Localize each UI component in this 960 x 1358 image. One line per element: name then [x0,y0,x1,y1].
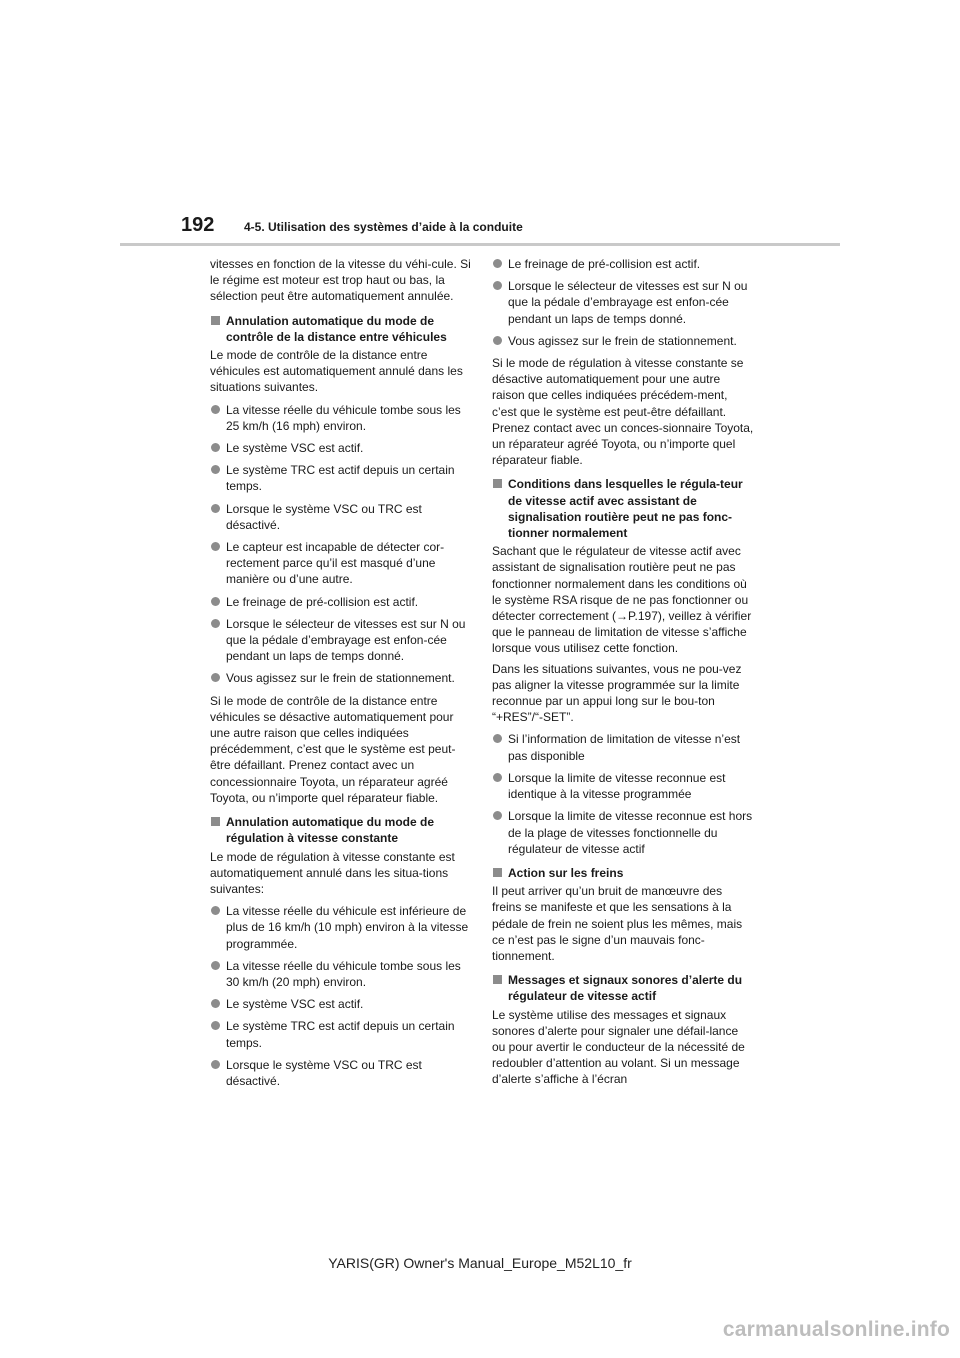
round-bullet-icon [211,597,220,606]
list-item [492,278,754,327]
left-column [210,256,472,1095]
list-item [210,670,472,686]
list-item [492,256,754,272]
list-item [492,333,754,349]
square-bullet-icon [493,479,502,488]
list-item-text: Lorsque le système VSC ou TRC est désactivé. [226,501,422,532]
list-item-text: Le système TRC est actif depuis un certain temps. [226,1019,455,1050]
list-item [210,462,472,494]
list-item-text: Le système TRC est actif depuis un certain temps. [226,463,455,494]
square-bullet-icon [211,316,220,325]
paragraph: Dans les situations suivantes, vous ne pou-vez pas aligner la vitesse programmée sur la limite reconnue par un appui long sur le bou-ton “+RES”/“-SET”. [492,661,742,725]
round-bullet-icon [493,259,502,268]
round-bullet-icon [211,443,220,452]
round-bullet-icon [211,1060,220,1069]
list-item-text: Le capteur est incapable de détecter cor-rectement parce qu’il est masqué d’une manière ou d’une autre. [226,540,445,587]
right-column [492,256,754,1092]
list-item [210,958,472,990]
square-bullet-icon [211,817,220,826]
heading-text: Action sur les freins [508,865,624,880]
list-item-text: Le système VSC est actif. [226,441,364,456]
header-rule [120,243,840,246]
paragraph: Le système utilise des messages et signaux sonores d’alerte pour signaler une défail-lance ou pour avertir le conducteur de la nécessité de redoubler d’attention au volant. Si un message d’alerte s’affiche à l’écran [492,1007,745,1087]
list-item-text: Le système VSC est actif. [226,997,364,1012]
list-item-text: Vous agissez sur le frein de stationnement. [226,671,455,686]
paragraph: Le mode de régulation à vitesse constante est automatiquement annulé dans les situa-tions suivantes: [210,849,455,896]
section-heading [492,476,754,541]
list-item [210,501,472,533]
list-item-text: Lorsque le système VSC ou TRC est désactivé. [226,1057,422,1088]
list-item-text: Lorsque le sélecteur de vitesses est sur N ou que la pédale d’embrayage est enfon-cée pendant un laps de temps donné. [226,616,466,664]
round-bullet-icon [211,999,220,1008]
round-bullet-icon [493,773,502,782]
list-item [492,770,754,802]
list-item-text: Le freinage de pré-collision est actif. [226,594,419,609]
round-bullet-icon [493,734,502,743]
list-item [210,402,472,434]
round-bullet-icon [493,336,502,345]
section-title: 4-5. Utilisation des systèmes d’aide à la conduite [244,220,523,234]
list-item [210,616,472,665]
section-heading [210,814,472,846]
footer-text: YARIS(GR) Owner's Manual_Europe_M52L10_fr [328,1255,632,1271]
list-item-text: La vitesse réelle du véhicule est inférieure de plus de 16 km/h (10 mph) environ à la vitesse programmée. [226,904,469,951]
list-item-text: Lorsque la limite de vitesse reconnue est hors de la plage de vitesses fonctionnelle du régulateur de vitesse actif [508,809,753,856]
round-bullet-icon [211,542,220,551]
paragraph: Sachant que le régulateur de vitesse actif avec assistant de signalisation routière peut ne pas fonctionner normalement dans les conditions où le système RSA risque de ne pas fonctionner ou détecter correctement (→P.197), veillez à vérifier que le panneau de limitation de vitesse s’affiche lorsque vous utilisez cette fonction. [492,544,752,656]
round-bullet-icon [211,405,220,414]
list-item [210,1018,472,1050]
list-item [210,996,472,1012]
paragraph: Si le mode de régulation à vitesse constante se désactive automatiquement pour une autre raison que celles indiquées précédem-ment, c’est que le système est peut-être défaillant. Prenez contact avec un conces-sionnaire Toyota, un réparateur agréé Toyota, ou n’importe quel réparateur fiable. [492,356,754,468]
list-item-text: La vitesse réelle du véhicule tombe sous les 30 km/h (20 mph) environ. [226,958,461,989]
section-heading [492,972,754,1004]
list-item [210,594,472,610]
round-bullet-icon [211,504,220,513]
list-item-text: Le freinage de pré-collision est actif. [508,257,701,271]
paragraph: Le mode de contrôle de la distance entre véhicules est automatiquement annulé dans les situations suivantes. [210,348,463,395]
watermark[interactable]: carmanualsonline.info [722,1318,950,1341]
square-bullet-icon [493,975,502,984]
page-number: 192 [181,214,215,236]
list-item [210,440,472,456]
round-bullet-icon [211,1021,220,1030]
list-item-text: La vitesse réelle du véhicule tombe sous les 25 km/h (16 mph) environ. [226,402,461,433]
heading-text: Annulation automatique du mode de contrôle de la distance entre véhicules [226,313,447,344]
heading-text: Annulation automatique du mode de régulation à vitesse constante [226,815,434,846]
round-bullet-icon [493,281,502,290]
round-bullet-icon [211,673,220,682]
round-bullet-icon [211,906,220,915]
round-bullet-icon [211,961,220,970]
paragraph: Il peut arriver qu’un bruit de manœuvre des freins se manifeste et que les sensations à la pédale de frein ne soient plus les mêmes, mais ce n’est pas le signe d’un mauvais fonc-tionnement. [492,884,743,963]
list-item [210,539,472,588]
section-heading [492,865,754,881]
paragraph: vitesses en fonction de la vitesse du véhi-cule. Si le régime est moteur est trop haut ou bas, la sélection peut être automatiquement annulée. [210,257,471,304]
heading-text: Conditions dans lesquelles le régula-teur de vitesse actif avec assistant de signalisation routière peut ne pas fonc-tionner normalement [508,477,743,541]
square-bullet-icon [493,868,502,877]
round-bullet-icon [211,465,220,474]
list-item-text: Si l’information de limitation de vitesse n’est pas disponible [508,732,741,763]
list-item [210,1057,472,1089]
heading-text: Messages et signaux sonores d’alerte du régulateur de vitesse actif [508,973,743,1004]
list-item [210,903,472,952]
list-item-text: Lorsque le sélecteur de vitesses est sur N ou que la pédale d’embrayage est enfon-cée pendant un laps de temps donné. [508,279,748,326]
round-bullet-icon [493,811,502,820]
list-item [492,731,754,763]
list-item-text: Lorsque la limite de vitesse reconnue est identique à la vitesse programmée [508,770,726,802]
list-item-text: Vous agissez sur le frein de stationnement. [508,333,737,348]
paragraph: Si le mode de contrôle de la distance entre véhicules se désactive automatiquement pour une autre raison que celles indiquées précédemment, c’est que le système est peut-être défaillant. Prenez contact avec un concessionnaire Toyota, un réparateur agréé Toyota, ou n’importe quel réparateur fiable. [210,693,456,805]
list-item [492,808,754,857]
round-bullet-icon [211,619,220,628]
section-heading [210,313,472,345]
